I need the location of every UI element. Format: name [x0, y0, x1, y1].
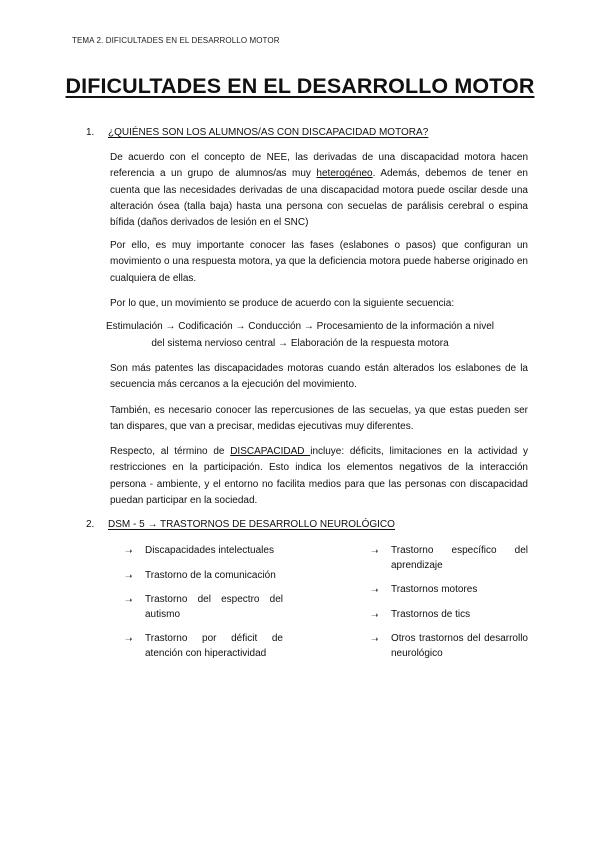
list-item — [125, 593, 283, 622]
sequence-line-1: Estimulación → Codificación → Conducción → Procesamiento de la información a nivel — [106, 321, 494, 332]
emphasis-heterogeneo: heterogéneo — [316, 168, 373, 180]
section-2-title: DSM - 5 → TRASTORNOS DE DESARROLLO NEUROLÓGICO — [108, 519, 395, 530]
arrow-bullet-icon: ➝ — [371, 634, 379, 644]
list-item-label: Otros trastornos del desarrollo neurológico — [391, 633, 528, 659]
arrow-bullet-icon: ➝ — [125, 570, 133, 581]
list-item-label: Trastorno por déficit de atención con hiperactividad — [145, 633, 283, 659]
arrow-bullet-icon: ➝ — [125, 595, 133, 605]
list-item-label: Trastornos de tics — [391, 608, 471, 620]
list-item — [371, 583, 528, 598]
list-item-label: Trastorno específico del aprendizaje — [391, 545, 528, 571]
paragraph-nee-start: De acuerdo con el concepto de NEE, las derivadas de una discapacidad motora hacen referencia a un grupo de alumnos/as muy — [110, 152, 528, 180]
document-title: DIFICULTADES EN EL DESARROLLO MOTOR — [65, 74, 535, 98]
paragraph-discapacidad-end: incluye: déficits, limitaciones en la actividad y restricciones en la participación. Esto indica los elementos negativos de la interacción persona - ambiente, y el entorno no facilita medios para que las personas con discapacidad puedan participar en la sociedad. — [110, 446, 529, 506]
arrow-bullet-icon: ➝ — [371, 609, 379, 620]
arrow-bullet-icon: ➝ — [371, 585, 379, 595]
dsm5-list-right — [371, 544, 528, 661]
list-item — [125, 544, 283, 559]
section-2-number: 2. — [86, 519, 95, 530]
sequence-line-2: del sistema nervioso central → Elaboración de la respuesta motora — [151, 338, 449, 349]
arrow-bullet-icon: ➝ — [371, 546, 379, 556]
list-item — [371, 608, 528, 623]
arrow-bullet-icon: ➝ — [125, 546, 133, 556]
paragraph-fases: Por ello, es muy importante conocer las fases (eslabones o pasos) que configuran un movimiento o una respuesta motora, ya que la deficiencia motora puede haberse originado en cualquiera de ellas. — [110, 240, 528, 284]
emphasis-discapacidad: DISCAPACIDAD — [230, 446, 311, 457]
dsm5-list-left — [125, 544, 283, 661]
paragraph-nee-end: . Además, debemos de tener en cuenta que las necesidades derivadas de una discapacidad motora puede oscilar desde una alteración ósea (talla baja) hasta una persona con secuelas de parálisis cerebral o espina bífida (daños derivados de lesión en el SNC) — [110, 168, 528, 229]
list-item-label: Trastorno de la comunicación — [145, 569, 276, 581]
list-item — [125, 569, 283, 584]
list-item — [125, 632, 283, 661]
paragraph-discapacidad — [110, 444, 528, 509]
paragraph-discapacidad-start: Respecto, al término de — [110, 446, 231, 457]
paragraph-patentes: Son más patentes las discapacidades motoras cuando están alterados los eslabones de la secuencia más cercanos a la ejecución del movimiento. — [110, 363, 528, 391]
section-1-title: ¿QUIÉNES SON LOS ALUMNOS/AS CON DISCAPACIDAD MOTORA? — [108, 127, 429, 138]
paragraph-nee — [110, 150, 528, 231]
list-item-label: Trastornos motores — [391, 584, 478, 595]
section-1-heading — [86, 127, 428, 138]
section-1-number: 1. — [86, 127, 95, 138]
list-item-label: Trastorno del espectro del autismo — [145, 594, 283, 620]
list-item — [371, 632, 528, 661]
arrow-bullet-icon: ➝ — [125, 634, 133, 644]
list-item — [371, 544, 528, 573]
section-2-heading — [86, 519, 395, 530]
paragraph-secuencia-intro: Por lo que, un movimiento se produce de acuerdo con la siguiente secuencia: — [110, 298, 455, 309]
running-header: TEMA 2. DIFICULTADES EN EL DESARROLLO MOTOR — [72, 36, 280, 45]
list-item-label: Discapacidades intelectuales — [145, 545, 274, 556]
paragraph-repercusiones: También, es necesario conocer las repercusiones de las secuelas, ya que estas pueden ser tan dispares, que van a precisar, medidas ejecutivas muy diferentes. — [110, 405, 528, 433]
